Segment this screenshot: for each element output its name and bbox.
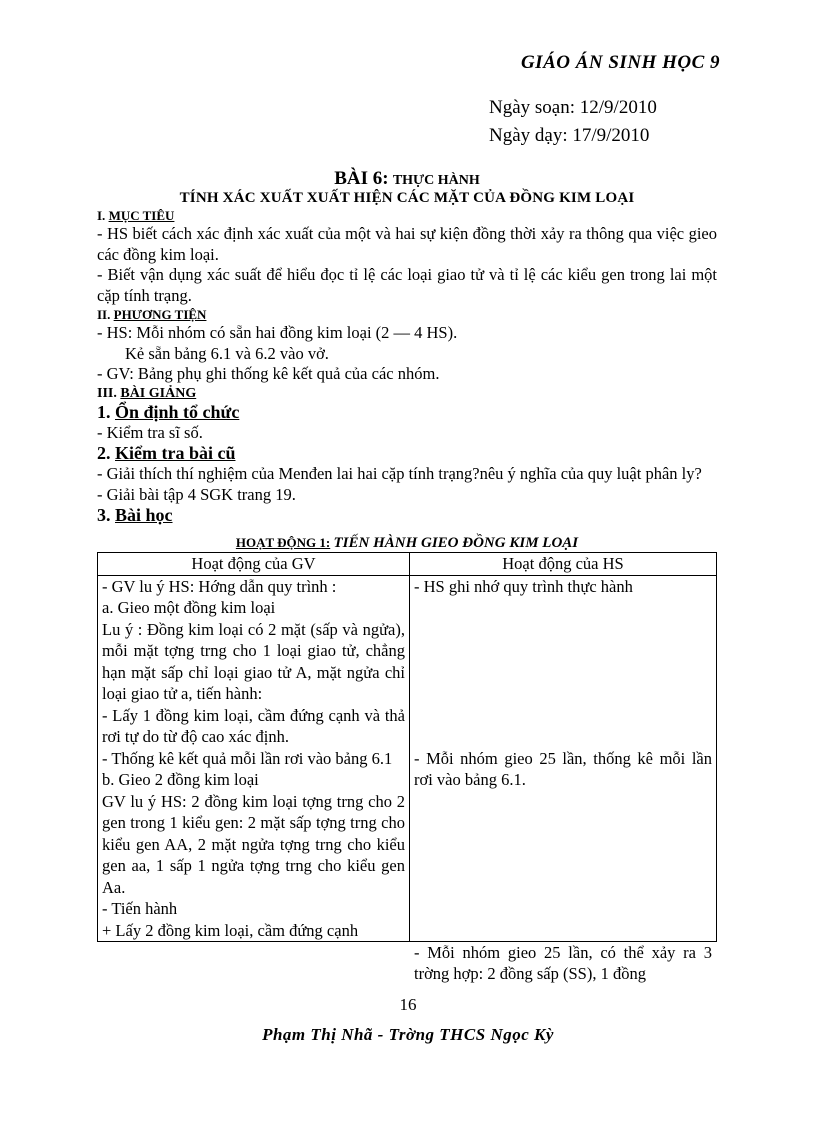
- subheading-title: Kiểm tra bài cũ: [115, 443, 236, 463]
- hs-line: - Mỗi nhóm gieo 25 lần, có thể xảy ra 3 trờng hợp: 2 đồng sấp (SS), 1 đồng: [414, 942, 712, 983]
- section-heading-objectives: [97, 207, 717, 224]
- lesson-title: [97, 170, 717, 190]
- gv-line: - Lấy 1 đồng kim loại, cầm đứng cạnh và thả rơi tự do từ độ cao xác định.: [102, 705, 405, 746]
- hs-line: - HS ghi nhớ quy trình thực hành: [414, 576, 633, 596]
- materials-paragraph: Kẻ sẵn bảng 6.1 và 6.2 vào vở.: [125, 343, 329, 363]
- gv-line: GV lu ý HS: 2 đồng kim loại tợng trng cho 2 gen trong 1 kiểu gen: 2 mặt sấp tợng trng cho kiểu gen AA, 2 mặt ngửa tợng trng cho kiểu gen aa, 1 sấp 1 ngửa tợng trng cho kiểu gen Aa.: [102, 791, 405, 897]
- gv-line: + Lấy 2 đồng kim loại, cầm đứng cạnh: [102, 920, 359, 940]
- document-header-title: GIÁO ÁN SINH HỌC 9: [520, 52, 720, 73]
- lesson-number: BÀI 6:: [334, 168, 389, 189]
- section-title: MỤC TIÊU: [108, 208, 175, 223]
- activity-label: HOẠT ĐỘNG 1:: [235, 535, 331, 550]
- gv-line: Lu ý : Đồng kim loại có 2 mặt (sấp và ngửa), mỗi mặt tợng trng cho 1 loại giao tử, chẳng hạn mặt sấp chỉ loại giao tử A, mặt ngửa chỉ loại giao tử a, tiến hành:: [102, 619, 405, 703]
- date-prepared: Ngày soạn: 12/9/2010: [489, 97, 657, 118]
- review-paragraph: - Giải bài tập 4 SGK trang 19.: [97, 484, 296, 504]
- column-header-gv: Hoạt động của GV: [98, 553, 410, 576]
- section-prefix: I.: [97, 208, 106, 223]
- date-taught: Ngày dạy: 17/9/2010: [489, 125, 650, 146]
- section-prefix: III.: [97, 385, 117, 401]
- gv-line: b. Gieo 2 đồng kim loại: [102, 770, 259, 789]
- page-number: 16: [399, 995, 417, 1014]
- page-footer: Phạm Thị Nhã - Trờng THCS Ngọc Kỳ: [262, 1025, 554, 1044]
- activity-title: [97, 534, 717, 552]
- review-paragraph: - Giải thích thí nghiệm của Menđen lai hai cặp tính trạng?nêu ý nghĩa của quy luật phân ly?: [97, 464, 702, 483]
- table-header-row: [98, 553, 717, 576]
- materials-paragraph: - GV: Bảng phụ ghi thống kê kết quả của các nhóm.: [97, 364, 440, 383]
- column-header-hs: Hoạt động của HS: [410, 553, 717, 576]
- gv-activity-cell: [98, 575, 410, 942]
- subheading-title: Bài học: [115, 505, 173, 525]
- objective-paragraph: - Biết vận dụng xác suất để hiểu đọc tỉ lệ các loại giao tử và tỉ lệ các kiểu gen trong lai một cặp tính trạng.: [97, 265, 717, 305]
- hs-line: - Mỗi nhóm gieo 25 lần, thống kê mỗi lần rơi vào bảng 6.1.: [414, 748, 712, 789]
- subheading-organization: [97, 402, 717, 423]
- section-title: PHƯƠNG TIỆN: [113, 307, 207, 322]
- section-heading-lesson: [97, 385, 717, 402]
- lesson-content: [97, 168, 717, 983]
- subheading-prefix: 3.: [97, 505, 111, 525]
- activity-table: [97, 552, 717, 983]
- subheading-prefix: 1.: [97, 401, 111, 422]
- section-title: BÀI GIẢNG: [120, 385, 197, 401]
- hs-activity-cell: [410, 575, 717, 983]
- section-heading-materials: [97, 306, 717, 323]
- gv-line: - Tiến hành: [102, 899, 178, 918]
- gv-line: - Thống kê kết quả mỗi lần rơi vào bảng 6.1: [102, 748, 393, 768]
- subheading-prefix: 2.: [97, 443, 111, 463]
- organization-paragraph: - Kiểm tra sĩ số.: [97, 422, 203, 442]
- lesson-subtitle: TÍNH XÁC XUẤT XUẤT HIỆN CÁC MẶT CỦA ĐỒNG KIM LOẠI: [179, 190, 635, 206]
- section-prefix: II.: [97, 307, 111, 322]
- subheading-lesson: [97, 505, 717, 526]
- materials-paragraph: - HS: Mỗi nhóm có sẵn hai đồng kim loại (2 — 4 HS).: [97, 323, 458, 342]
- gv-line: - GV lu ý HS: Hớng dẫn quy trình :: [102, 576, 337, 596]
- objective-paragraph: - HS biết cách xác định xác xuất của một và hai sự kiện đồng thời xảy ra thông qua việc gieo các đồng kim loại.: [97, 224, 717, 264]
- table-row: [98, 575, 717, 942]
- subheading-review: [97, 443, 717, 464]
- gv-line: a. Gieo một đồng kim loại: [102, 598, 276, 617]
- subheading-title: Ổn định tổ chức: [115, 401, 240, 422]
- activity-name: TIẾN HÀNH GIEO ĐỒNG KIM LOẠI: [333, 535, 579, 551]
- lesson-type: THỰC HÀNH: [392, 173, 480, 188]
